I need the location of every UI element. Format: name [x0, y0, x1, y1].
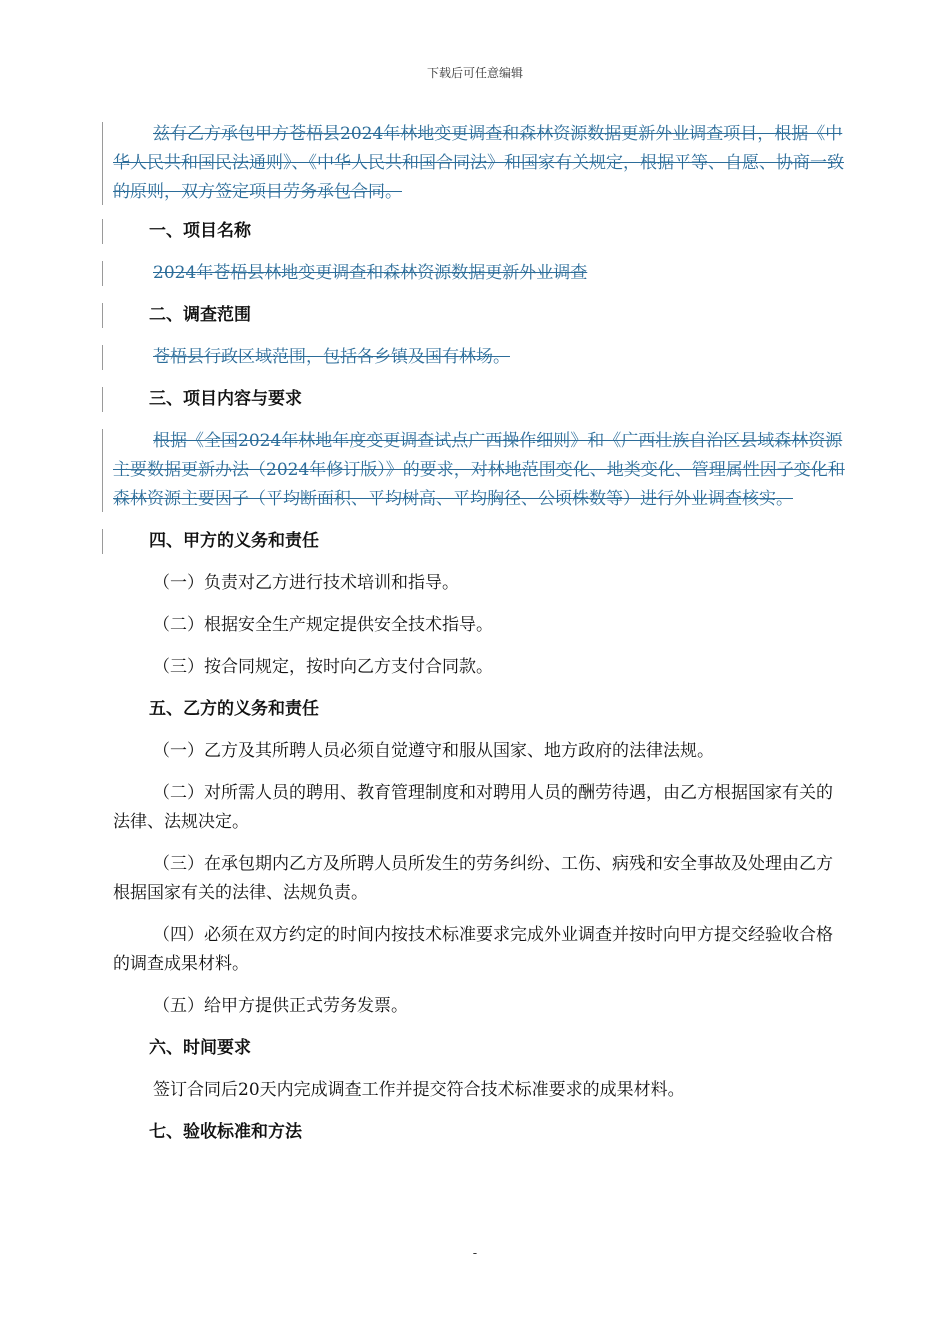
heading-block-3	[113, 385, 848, 414]
section-6-title: 六、时间要求	[149, 1038, 251, 1058]
contract-body	[113, 120, 848, 1147]
heading-block-1	[113, 217, 848, 246]
page-header: 下载后可任意编辑	[426, 66, 523, 80]
section-4-item-3: （三）按合同规定，按时向乙方支付合同款。	[153, 657, 493, 677]
revised-block-3	[113, 427, 848, 514]
section-5-item-4: （四）必须在双方约定的时间内按技术标准要求完成外业调查并按时向甲方提交经验收合格的调查成果材料。	[113, 925, 833, 974]
section-1-body: 2024年苍梧县林地变更调查和森林资源数据更新外业调查	[153, 263, 588, 283]
section-4-item-2: （二）根据安全生产规定提供安全技术指导。	[153, 615, 493, 635]
revised-block-2	[113, 343, 848, 372]
section-5-item-3: （三）在承包期内乙方及所聘人员所发生的劳务纠纷、工伤、病残和安全事故及处理由乙方根据国家有关的法律、法规负责。	[113, 854, 833, 903]
revised-block-1	[113, 259, 848, 288]
section-6-body: 签订合同后20天内完成调查工作并提交符合技术标准要求的成果材料。	[153, 1080, 685, 1100]
heading-block-2	[113, 301, 848, 330]
section-3-body: 根据《全国2024年林地年度变更调查试点广西操作细则》和《广西壮族自治区县域森林资源主要数据更新办法（2024年修订版）》的要求，对林地范围变化、地类变化、管理属性因子变化和森林资源主要因子（平均断面积、平均树高、平均胸径、公顷株数等）进行外业调查核实。	[113, 431, 845, 509]
section-4-title: 四、甲方的义务和责任	[149, 531, 319, 551]
section-1-title: 一、项目名称	[149, 221, 251, 241]
section-4-item-1: （一）负责对乙方进行技术培训和指导。	[153, 573, 459, 593]
intro-paragraph: 兹有乙方承包甲方苍梧县2024年林地变更调查和森林资源数据更新外业调查项目，根据《中华人民共和国民法通则》、《中华人民共和国合同法》和国家有关规定，根据平等、自愿、协商一致的原则，双方签定项目劳务承包合同。	[113, 124, 844, 202]
section-5-item-1: （一）乙方及其所聘人员必须自觉遵守和服从国家、地方政府的法律法规。	[153, 741, 714, 761]
section-7-title: 七、验收标准和方法	[149, 1122, 302, 1142]
revised-block-intro	[113, 120, 848, 207]
section-2-title: 二、调查范围	[149, 305, 251, 325]
section-2-body: 苍梧县行政区域范围，包括各乡镇及国有林场。	[153, 347, 510, 367]
section-3-title: 三、项目内容与要求	[149, 389, 302, 409]
section-5-item-2: （二）对所需人员的聘用、教育管理制度和对聘用人员的酬劳待遇，由乙方根据国家有关的法律、法规决定。	[113, 783, 833, 832]
section-5-title: 五、乙方的义务和责任	[149, 699, 319, 719]
section-5-item-5: （五）给甲方提供正式劳务发票。	[153, 996, 408, 1016]
page-footer: -	[472, 1246, 478, 1261]
heading-block-4	[113, 527, 848, 556]
